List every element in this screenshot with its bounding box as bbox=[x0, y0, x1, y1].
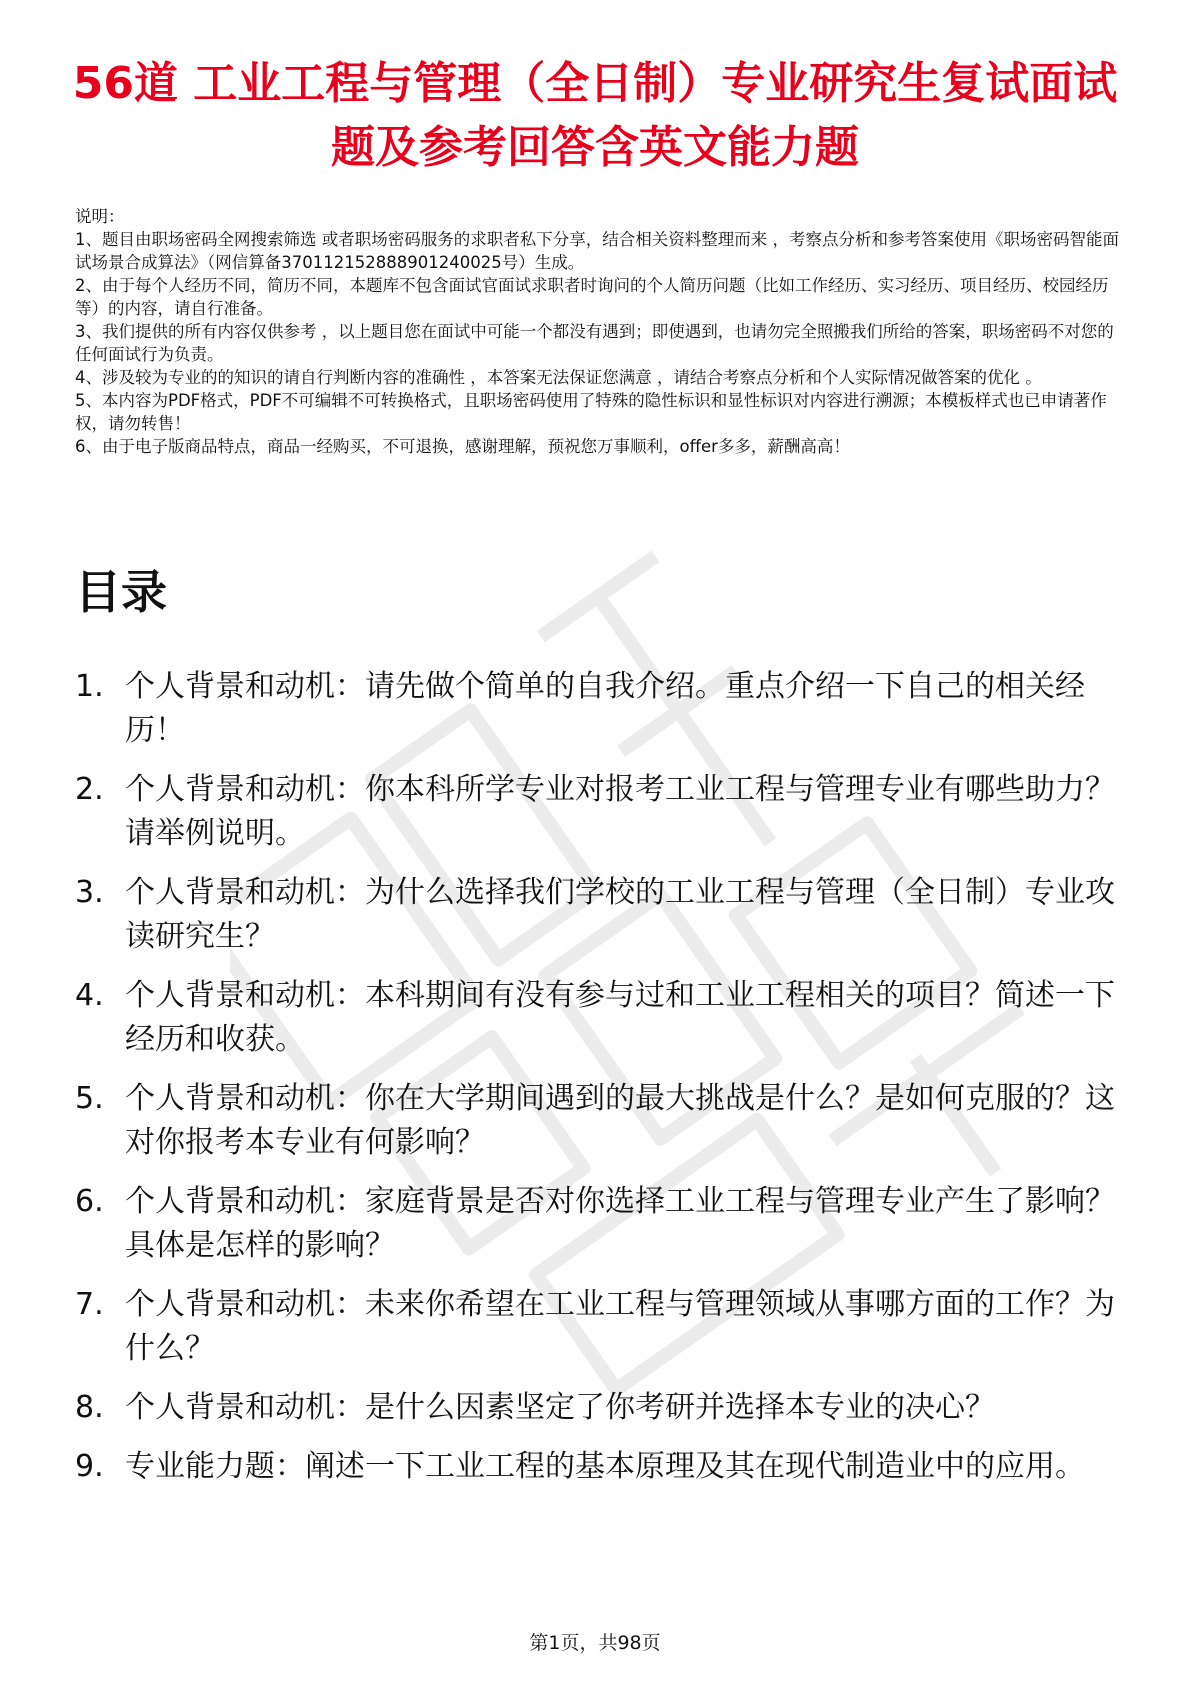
toc-item[interactable] bbox=[75, 665, 1125, 753]
toc-item-text: 个人背景和动机：本科期间有没有参与过和工业工程相关的项目？简述一下经历和收获。 bbox=[125, 978, 1115, 1057]
notes-section bbox=[75, 205, 1125, 458]
note-item: 2、由于每个人经历不同，简历不同，本题库不包含面试官面试求职者时询问的个人简历问题（比如工作经历、实习经历、项目经历、校园经历等）的内容，请自行准备。 bbox=[75, 276, 1109, 318]
note-item: 1、题目由职场密码全网搜索筛选 或者职场密码服务的求职者私下分享，结合相关资料整理而来 ，考察点分析和参考答案使用《职场密码智能面试场景合成算法》（网信算备370112152888901240025号）生成。 bbox=[75, 230, 1119, 272]
toc-item-text: 个人背景和动机：是什么因素坚定了你考研并选择本专业的决心？ bbox=[125, 1390, 995, 1425]
toc-heading: 目录 bbox=[75, 565, 167, 619]
toc-item-text: 个人背景和动机：未来你希望在工业工程与管理领域从事哪方面的工作？为什么？ bbox=[125, 1287, 1115, 1366]
toc-item-text: 个人背景和动机：你本科所学专业对报考工业工程与管理专业有哪些助力？请举例说明。 bbox=[125, 772, 1115, 851]
toc-item-number: 6. bbox=[75, 1184, 104, 1219]
toc-item[interactable] bbox=[75, 1386, 1125, 1430]
toc-item[interactable] bbox=[75, 871, 1125, 959]
note-item: 3、我们提供的所有内容仅供参考 ，以上题目您在面试中可能一个都没有遇到；即使遇到，也请勿完全照搬我们所给的答案，职场密码不对您的任何面试行为负责。 bbox=[75, 322, 1114, 364]
toc-item-number: 5. bbox=[75, 1081, 104, 1116]
note-item: 6、由于电子版商品特点，商品一经购买，不可退换，感谢理解，预祝您万事顺利，offer多多，薪酬高高！ bbox=[75, 437, 850, 456]
page-footer: 第1页，共98页 bbox=[529, 1632, 661, 1654]
toc-item-number: 2. bbox=[75, 772, 104, 807]
toc-item[interactable] bbox=[75, 1077, 1125, 1165]
toc-item-text: 个人背景和动机：请先做个简单的自我介绍。重点介绍一下自己的相关经历！ bbox=[125, 669, 1085, 748]
toc-item-text: 个人背景和动机：为什么选择我们学校的工业工程与管理（全日制）专业攻读研究生？ bbox=[125, 875, 1115, 954]
toc-item[interactable] bbox=[75, 1445, 1125, 1489]
toc-item[interactable] bbox=[75, 1283, 1125, 1371]
toc-item-text: 专业能力题：阐述一下工业工程的基本原理及其在现代制造业中的应用。 bbox=[125, 1449, 1085, 1484]
toc-item-text: 个人背景和动机：你在大学期间遇到的最大挑战是什么？是如何克服的？这对你报考本专业有何影响？ bbox=[125, 1081, 1115, 1160]
note-item: 5、本内容为PDF格式，PDF不可编辑不可转换格式，且职场密码使用了特殊的隐性标识和显性标识对内容进行溯源；本模板样式也已申请著作权，请勿转售！ bbox=[75, 391, 1107, 433]
toc-item[interactable] bbox=[75, 1180, 1125, 1268]
toc-item-number: 4. bbox=[75, 978, 104, 1013]
note-item: 4、涉及较为专业的的知识的请自行判断内容的准确性 ，本答案无法保证您满意 ，请结合考察点分析和个人实际情况做答案的优化 。 bbox=[75, 368, 1042, 387]
toc-item-number: 3. bbox=[75, 875, 104, 910]
toc-item-text: 个人背景和动机：家庭背景是否对你选择工业工程与管理专业产生了影响？具体是怎样的影响？ bbox=[125, 1184, 1115, 1263]
document-title: 56道 工业工程与管理（全日制）专业研究生复试面试题及参考回答含英文能力题 bbox=[72, 58, 1118, 173]
toc-item[interactable] bbox=[75, 974, 1125, 1062]
toc-item-number: 9. bbox=[75, 1449, 104, 1484]
notes-heading: 说明： bbox=[75, 207, 125, 226]
toc-item-number: 7. bbox=[75, 1287, 104, 1322]
toc-item-number: 1. bbox=[75, 669, 104, 704]
table-of-contents bbox=[75, 665, 1125, 1504]
toc-item[interactable] bbox=[75, 768, 1125, 856]
toc-item-number: 8. bbox=[75, 1390, 104, 1425]
